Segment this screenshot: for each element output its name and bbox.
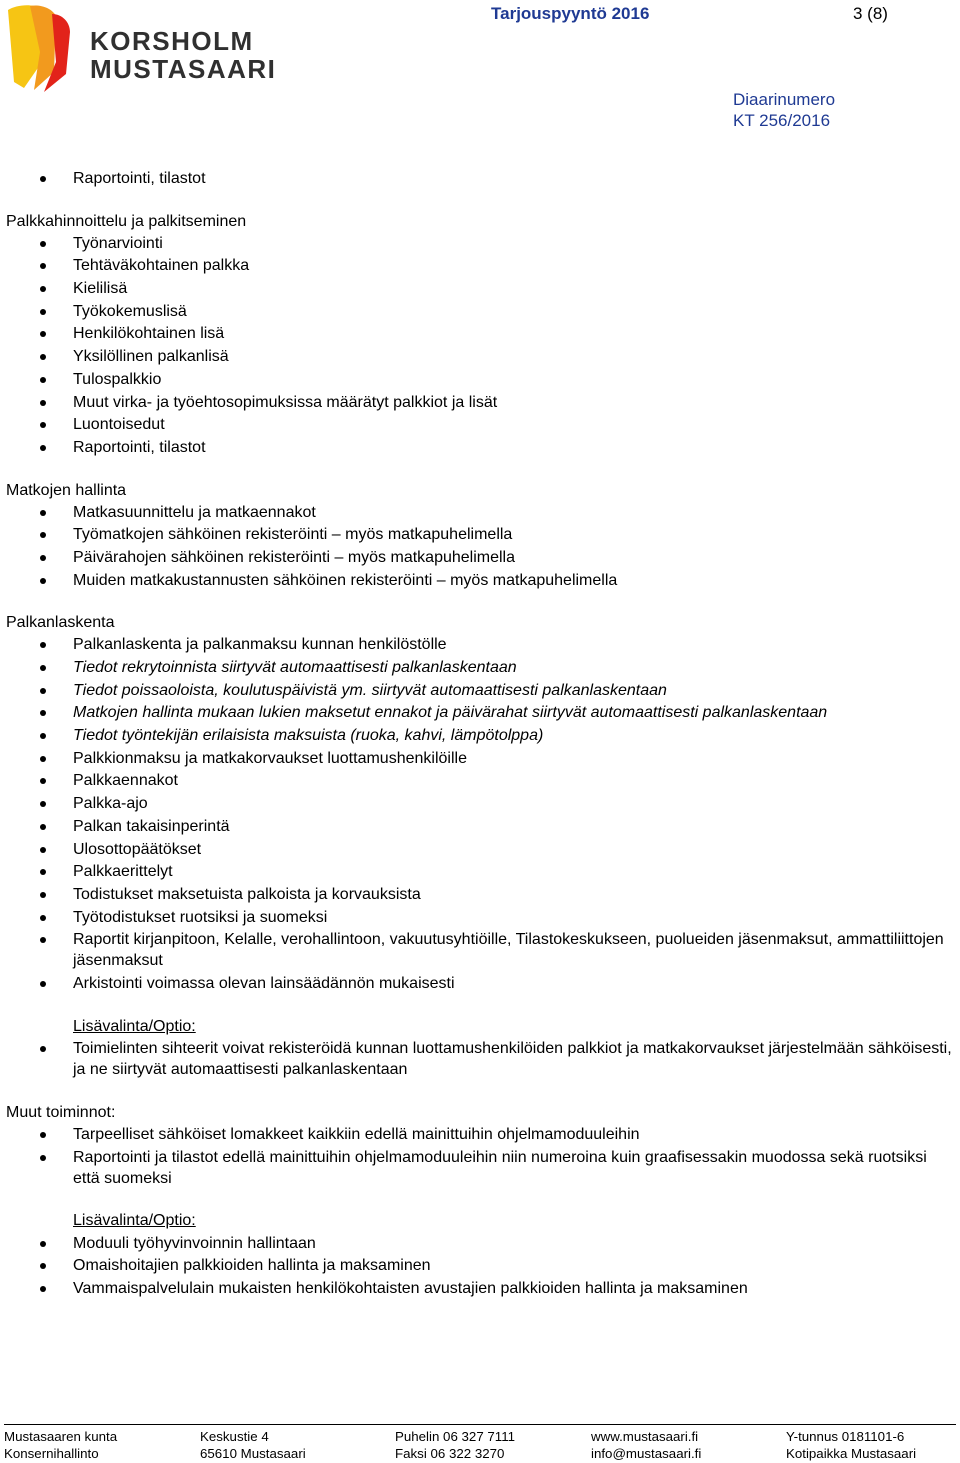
footer-column (395, 1428, 515, 1462)
list-item: Palkanlaskenta ja palkanmaksu kunnan henkilöstölle (6, 634, 956, 655)
list-item: Päivärahojen sähköinen rekisteröinti – myös matkapuhelimella (6, 547, 956, 568)
list-item: Tiedot rekrytoinnista siirtyvät automaattisesti palkanlaskentaan (6, 657, 956, 678)
list-item: Palkan takaisinperintä (6, 816, 956, 837)
section-gap (6, 1190, 956, 1210)
option-list (6, 1233, 956, 1299)
logo-text-mustasaari: MUSTASAARI (90, 54, 277, 84)
section-gap (6, 191, 956, 211)
list-item: Tehtäväkohtainen palkka (6, 255, 956, 276)
option-list-item: Toimielinten sihteerit voivat rekisteröidä kunnan luottamushenkilöiden palkkiot ja matkakorvaukset järjestelmään sähköisesti, ja ne siirtyvät automaattisesti palkanlaskentaan (6, 1038, 956, 1080)
list-item: Tulospalkkio (6, 369, 956, 390)
footer-line[interactable]: info@mustasaari.fi (591, 1446, 702, 1461)
bullet-list (6, 502, 956, 591)
document-body (6, 168, 956, 1301)
list-item: Yksilöllinen palkanlisä (6, 346, 956, 367)
list-item: Palkkaennakot (6, 770, 956, 791)
footer-line: Faksi 06 322 3270 (395, 1446, 505, 1461)
footer-column (591, 1428, 701, 1462)
footer-column (786, 1428, 916, 1462)
list-item: Tarpeelliset sähköiset lomakkeet kaikkiin edellä mainittuihin ohjelmamoduuleihin (6, 1124, 956, 1145)
list-item: Tiedot työntekijän erilaisista maksuista (ruoka, kahvi, lämpötolppa) (6, 725, 956, 746)
footer-line: 65610 Mustasaari (200, 1446, 306, 1461)
bullet-list (6, 634, 956, 994)
footer-line: Puhelin 06 327 7111 (395, 1429, 516, 1444)
municipality-logo (4, 2, 277, 94)
section-gap (6, 1082, 956, 1102)
option-list-item: Vammaispalvelulain mukaisten henkilökohtaisten avustajien palkkioiden hallinta ja maksaminen (6, 1278, 956, 1299)
list-item: Raportointi, tilastot (6, 168, 956, 189)
list-item: Työkokemuslisä (6, 301, 956, 322)
list-item: Muiden matkakustannusten sähköinen rekisteröinti – myös matkapuhelimella (6, 570, 956, 591)
option-list-item: Moduuli työhyvinvoinnin hallintaan (6, 1233, 956, 1254)
list-item: Ulosottopäätökset (6, 839, 956, 860)
list-item: Raportit kirjanpitoon, Kelalle, verohallintoon, vakuutusyhtiöille, Tilastokeskukseen, puolueiden jäsenmaksut, ammattiliittojen jäsenmaksut (6, 929, 956, 971)
list-item: Palkkionmaksu ja matkakorvaukset luottamushenkilöille (6, 748, 956, 769)
list-item: Palkkaerittelyt (6, 861, 956, 882)
diary-number: KT 256/2016 (733, 111, 831, 130)
list-item: Todistukset maksetuista palkoista ja korvauksista (6, 884, 956, 905)
list-item: Matkojen hallinta mukaan lukien maksetut ennakot ja päivärahat siirtyvät automaattisesti palkanlaskentaan (6, 702, 956, 723)
page-footer (4, 1424, 956, 1461)
bullet-list (6, 1124, 956, 1189)
list-item: Kielilisä (6, 278, 956, 299)
logo-text-korsholm: KORSHOLM (90, 26, 254, 56)
list-item: Työmatkojen sähköinen rekisteröinti – myös matkapuhelimella (6, 524, 956, 545)
option-list-item: Omaishoitajien palkkioiden hallinta ja maksaminen (6, 1255, 956, 1276)
footer-line: Y-tunnus 0181101-6 (786, 1429, 905, 1444)
list-item: Muut virka- ja työehtosopimuksissa määrätyt palkkiot ja lisät (6, 392, 956, 413)
section-heading: Muut toiminnot: (6, 1103, 116, 1121)
footer-line[interactable]: www.mustasaari.fi (591, 1429, 699, 1444)
list-item: Raportointi ja tilastot edellä mainittuihin ohjelmamoduuleihin niin numeroina kuin graafisessakin muodossa sekä ruotsiksi että suomeksi (6, 1147, 956, 1189)
list-item: Työnarviointi (6, 233, 956, 254)
list-item: Luontoisedut (6, 414, 956, 435)
list-item: Henkilökohtainen lisä (6, 323, 956, 344)
option-list (6, 1038, 956, 1080)
section-gap (6, 460, 956, 480)
list-item: Arkistointi voimassa olevan lainsäädännön mukaisesti (6, 973, 956, 994)
footer-column (4, 1428, 117, 1462)
section-gap (6, 592, 956, 612)
section-heading: Palkanlaskenta (6, 614, 115, 632)
logo-mark-icon (4, 2, 74, 94)
option-label: Lisävalinta/Optio: (73, 1017, 196, 1035)
page-number: 3 (8) (853, 4, 888, 23)
footer-line: Mustasaaren kunta (4, 1429, 118, 1444)
diary-label: Diaarinumero (733, 90, 836, 109)
option-label: Lisävalinta/Optio: (73, 1212, 196, 1230)
bullet-list (6, 233, 956, 458)
footer-line: Konsernihallinto (4, 1446, 99, 1461)
list-item: Raportointi, tilastot (6, 437, 956, 458)
document-title: Tarjouspyyntö 2016 (491, 4, 650, 23)
list-item: Työtodistukset ruotsiksi ja suomeksi (6, 907, 956, 928)
section-gap (6, 996, 956, 1016)
section-heading: Palkkahinnoittelu ja palkitseminen (6, 212, 247, 230)
list-item: Tiedot poissaoloista, koulutuspäivistä ym. siirtyvät automaattisesti palkanlaskentaan (6, 680, 956, 701)
section-heading: Matkojen hallinta (6, 481, 127, 499)
list-item: Matkasuunnittelu ja matkaennakot (6, 502, 956, 523)
footer-line: Keskustie 4 (200, 1429, 269, 1444)
footer-line: Kotipaikka Mustasaari (786, 1446, 917, 1461)
bullet-list (6, 168, 956, 189)
footer-column (200, 1428, 306, 1462)
list-item: Palkka-ajo (6, 793, 956, 814)
